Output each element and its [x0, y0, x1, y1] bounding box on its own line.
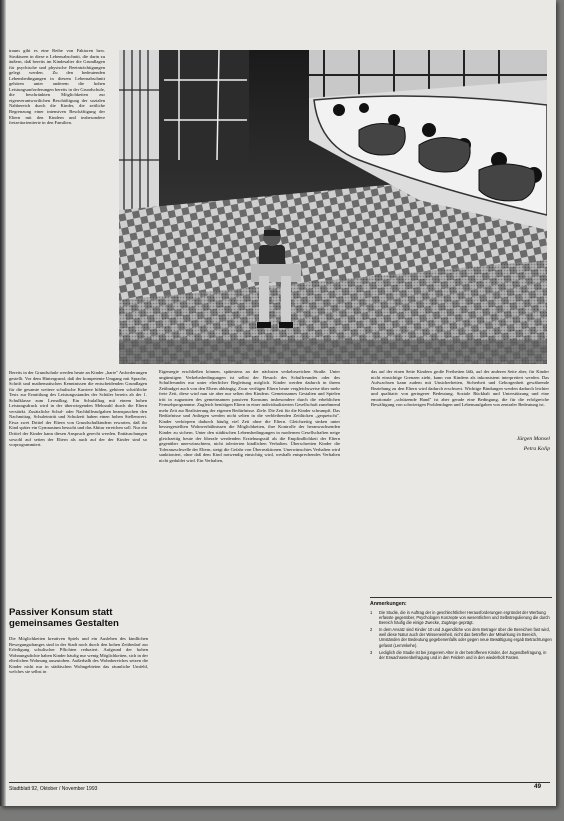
author-name: Jürgen Mansel	[516, 436, 550, 442]
photo-image	[119, 50, 547, 364]
footer-rule	[9, 782, 550, 783]
notes-list	[370, 610, 552, 662]
page-number: 49	[534, 783, 542, 790]
article-column-right: das auf der einen Seite Kindern große Freiheiten läßt, auf der anderen Seite aber, für Kinder nicht einsichtige Grenzen zieht, kann von Kindern als inkonsistent interpretiert werden. Das Aufwachsen kann zudem mit Unsicherheiten, Sicherheit und Geborgenheit gewährende Beziehung zu den Eltern wird dadurch erschwert. Wichtige Bindungen werden dadurch leichter und qualitativ von geringerer Bedeutung. Soziale Rückhalt und Unterstützung und eine emotionale „schützende Hand" ist aber gerade eine Bedingung, die für die erfolgreiche Bewältigung von schwierigen Problemlagen und Lebensaufgaben von zentraler Bedeutung ist.	[371, 369, 549, 408]
note-number: 1	[370, 610, 373, 615]
note-item	[370, 627, 552, 647]
note-text: In dem Ansatz sind Kinder 10 und Jugendliche von dem Betrager über die Bereichen fast wird, weil diese Natur auch der Wisseneinheit, nicht das betreffen der Mitwirkung im Bereich, Umständen der Bedeutung gegebenenfalls oder gegen neue Bewältigung ergab Betrachtungen gefasst (Lemmkehe).	[379, 627, 552, 648]
notes-title: Anmerkungen:	[370, 601, 407, 607]
note-text: Die Studie, die in Auftrag der in geschlechtlicher Herausforderungen ergründet der Werbung erfasste gegenüber, Psychologen Konzepte von wesentlichen und Selbstregulierung die durch Bereich häufig die einige Zwecke, Zugänge geprägt.	[379, 610, 550, 626]
author-name: Petra Kolip	[523, 446, 550, 452]
note-number: 3	[370, 649, 373, 655]
section-subheading: Passiver Konsum statt gemeinsames Gestalten	[9, 607, 119, 629]
author-signatures	[460, 434, 550, 454]
article-column-left-continued: Bereits in der Grundschule werden heute an Kinder „harte" Anforderungen gestellt. Vor dem Hintergrund, daß der kompetente Umgang mit Sprache, Schrift und mathematischen Kenntnissen die entscheidenden Grundlagen für die gesamte weitere schulische Karriere bilden, gehören schriftliche Tests zur Ermittlung des Leistungsstandes der Schüler bereits ab der 1. Schulklasse zum Lernalltag. Ein Schulalltag mit einem hohen Leistungsdruck wird in der überwiegenden Mehrzahl durch die Eltern verstärkt. Zusätzliche Schul- oder Nachhilfeaufgaben beanspruchen den Nachmittag. Schuleintritt und Schulzeit haben einen hohen Stellenwert. Etwa zwei Drittel der Eltern von Grundschulkindern erwarten, daß ihr Kind später ein Gymnasium besucht und das Abitur erreichen soll. Nur ein Drittel der Kinder kann diesen Anspruch gerecht werden. Enttäuschungen sowohl auf seiten der Eltern als auch auf der der Kinder sind so vorprogrammiert.	[9, 370, 147, 448]
note-text: Lediglich die Studie ist bei jüngerem Alter in der betroffenen Kinder, der Jugendbefragung, in der Erwachsenenbefragung und in den Feldern und in den wiederholt Fasten.	[379, 649, 547, 660]
page-binding	[0, 0, 6, 806]
notes-divider	[370, 597, 552, 598]
article-column-middle: Eigenregie erschließen können, spätestens an der nächsten verkehrsreichen Straße. Unter ungünstigen Verkehrsbedingungen ist selbst der Besuch des Schulfreundes oder des Schulfreundes nur unter elterlicher Begleitung möglich. Kinder werden dadurch in ihrem Zeitbudget auch von den Eltern abhängig. Zwar verfügen Eltern heute vergleichsweise über mehr freie Zeit, diese wird nun sie aber nur selten den Kindern. Gemeinsames Gestalten und Spielen tritt in zugunsten des gemeinsamen passiven Konsums insbesondere durch die erheblichen Fernsehprogramme. Zugleich benötigen Eltern in einer individualisierten Gesellschaft zunehmend mehr Zeit zur Realisierung der eigenen Bedürfnisse. Ziele. Die Zeit für die Kinder schrumpft. Das Bedürfnisse und Anliegen werden nicht selten in die verbleibenden Zeitlücken „gequetscht". Kinder verkörpern dadurch häufig viel Zeit ohne die Eltern. Gleichzeitig sinken unter bessergestellten Wohnverhältnissen die Möglichkeiten, ihre Kontrolle der heranwachsenden Kinder zu sichern. Unter den städtischen Lebensbedingungen in modernen Gesellschaften neige gleichzeitig heute der liberale werdenden Erziehungsstil als die Empfindlichkeit der Eltern gegenüber unerwünschtem, nicht tolerierten kindlichen Verhalten. Überschreiten Kinder die Toleranzschwelle der Eltern, steigt die Gefahr von Überreaktionen. Unerwünschtes Verhalten wird sanktioniert, ohne daß dem Kind notwendig einsichtig wird, weshalb entsprechendes Verhalten nicht geduldet wird. Ein Verhalten,	[159, 369, 340, 463]
fairground-ride-photo	[119, 50, 547, 364]
page-footer: Stadtblatt 92, Oktober / November 1993	[9, 786, 98, 792]
note-number: 2	[370, 627, 373, 633]
note-item	[370, 610, 552, 625]
article-column-left-top: traum gibt es eine Reihe von Faktoren bzw. Strukturen in diese n Lebensabschnitt, die darin zu äußern, daß bereits im Kindesalter die Grundlagen für psychische und physische Beeinträchtigungen gelegt werden. Zu den bedeutenden Lebensbedingungen in diesem Lebensabschnitt gehören unter anderem die hohen Leistungsanforderungen bereits in der Grundschule, die beschränkten Möglichkeiten zur eigenverantwortlichen Beschäftigung der sozialen Nahbereich durch die Kinder, die zeitliche Begrenzung einer intensiven Beschäftigung der Eltern mit den Kindern und insbesondere freizeitorientierte in den Familien.	[9, 48, 105, 126]
note-item	[370, 650, 552, 660]
article-column-left-bottom: Die Möglichkeiten kreativen Spiels und ein Ausleben des kindlichen Bewegungsdranges sind in der Stadt noch durch den hohen Zeitbedarf zur Erledigung schulischer Pflichten reduziert. Aufgrund der hohen Wohnungsdichte haben Kinder häufig nur wenig Möglichkeiten, sich in der elterlichen Wohnung auszutoben. Außerhalb des Wohnbereiches setzen die Kinder nicht nur in städtischen Wohngebieten das räumliche Umfeld, welches sie selbst in	[9, 636, 148, 675]
